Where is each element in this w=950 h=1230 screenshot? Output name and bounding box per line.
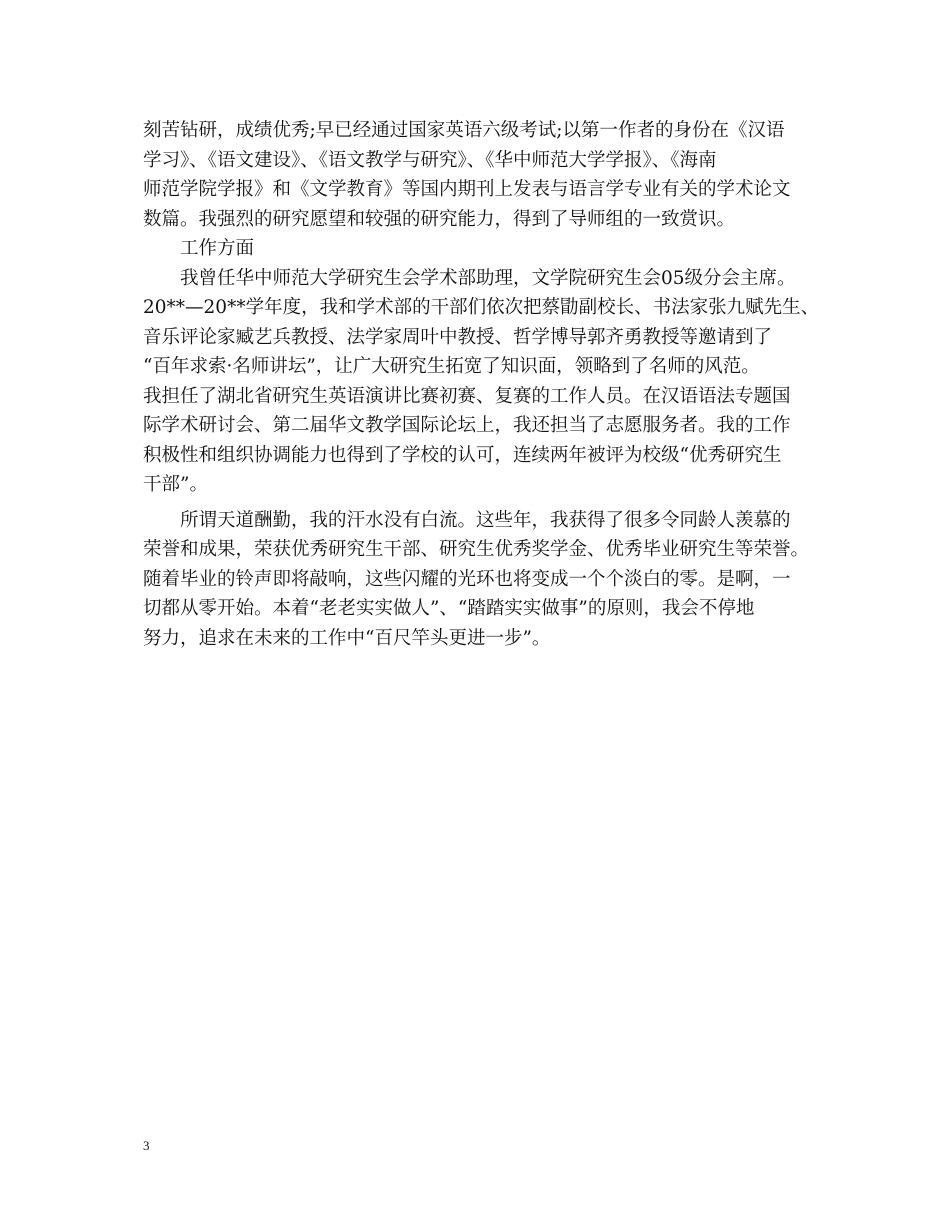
- page-number: 3: [143, 1138, 150, 1153]
- text-line: 积极性和组织协调能力也得到了学校的认可，连续两年被评为校级“优秀研究生: [143, 444, 782, 466]
- text-line: 切都从零开始。本着“老老实实做人”、“踏踏实实做事”的原则，我会不停地: [143, 598, 755, 619]
- text-line: 我担任了湖北省研究生英语演讲比赛初赛、复赛的工作人员。在汉语语法专题国: [143, 385, 791, 407]
- text-line: 干部”。: [143, 474, 208, 495]
- text-line: 音乐评论家臧艺兵教授、法学家周叶中教授、哲学博导郭齐勇教授等邀请到了: [143, 326, 773, 348]
- document-body: [143, 116, 818, 653]
- text-line: 师范学院学报》和《文学教育》等国内期刊上发表与语言学专业有关的学术论文: [143, 179, 791, 200]
- text-line: 际学术研讨会、第二届华文教学国际论坛上，我还担当了志愿服务者。我的工作: [143, 415, 791, 436]
- text-line: 努力，追求在未来的工作中“百尺竿头更进一步”。: [143, 627, 551, 649]
- paragraph-study: [143, 116, 818, 234]
- text-line: 荣誉和成果，荣获优秀研究生干部、研究生优秀奖学金、优秀毕业研究生等荣誉。: [143, 539, 810, 560]
- paragraph-achievements: [143, 506, 818, 654]
- section-heading: [143, 234, 818, 264]
- text-line: 我曾任华中师范大学研究生会学术部助理，文学院研究生会05级分会主席。: [180, 267, 796, 289]
- text-line: 所谓天道酬勤，我的汗水没有白流。这些年，我获得了很多令同龄人羡慕的: [180, 509, 791, 531]
- text-line: 随着毕业的铃声即将敲响，这些闪耀的光环也将变成一个个淡白的零。是啊，一: [143, 568, 791, 590]
- paragraph-work: [143, 264, 818, 500]
- text-line: 数篇。我强烈的研究愿望和较强的研究能力，得到了导师组的一致赏识。: [143, 208, 736, 230]
- text-line: 20**—20**学年度，我和学术部的干部们依次把蔡勖副校长、书法家张九赋先生、: [143, 297, 820, 318]
- text-line: 学习》、《语文建设》、《语文教学与研究》、《华中师范大学学报》、《海南: [143, 149, 717, 171]
- heading-work: 工作方面: [180, 238, 255, 259]
- text-line: “百年求索·名师讲坛”，让广大研究生拓宽了知识面，领略到了名师的风范。: [143, 356, 760, 377]
- text-line: 刻苦钻研，成绩优秀;早已经通过国家英语六级考试;以第一作者的身份在《汉语: [143, 120, 785, 141]
